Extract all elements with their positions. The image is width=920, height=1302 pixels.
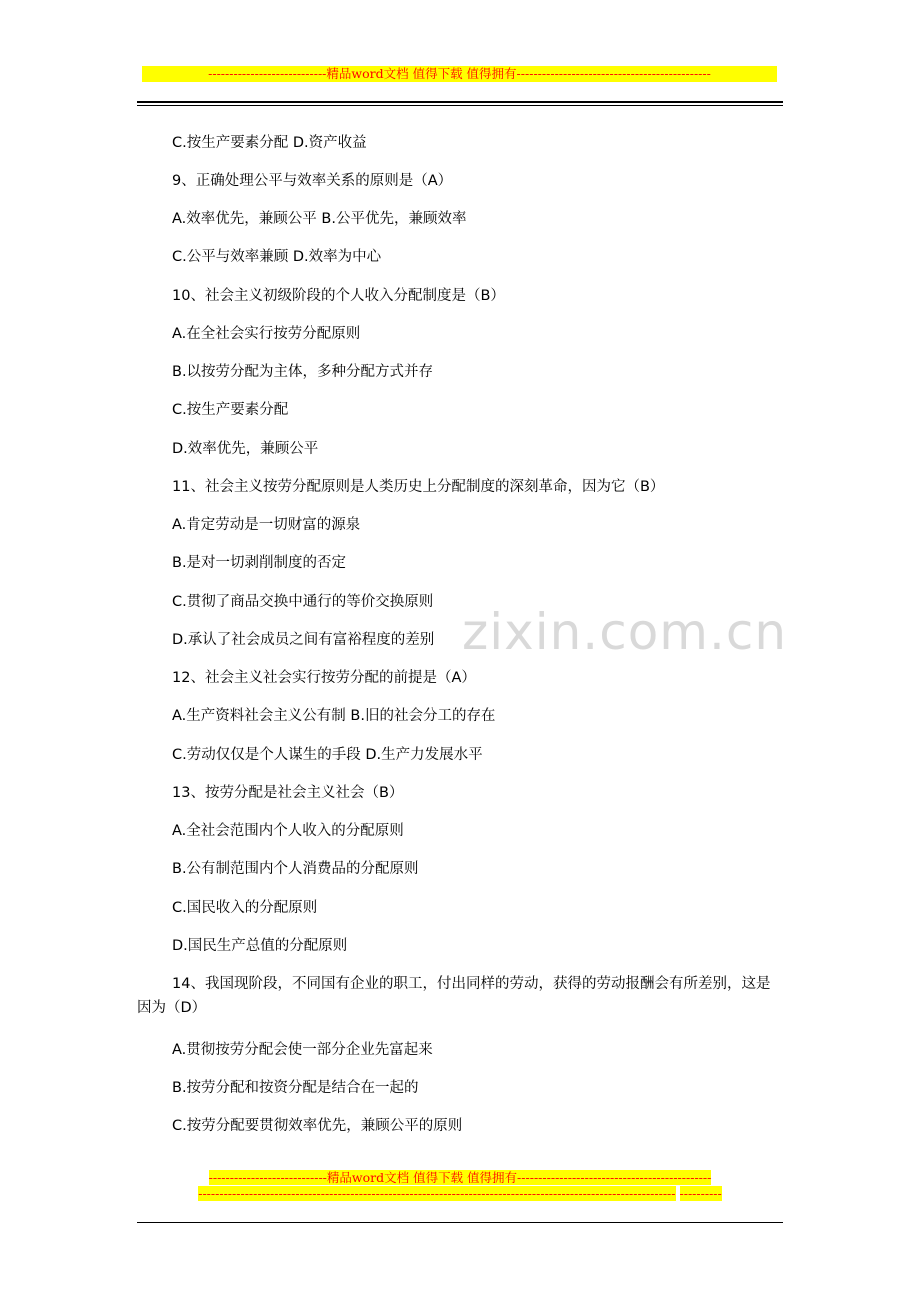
header-rule-thin [137,105,783,106]
option-line: A.生产资料社会主义公有制 B.旧的社会分工的存在 [172,708,496,724]
question-line: 13、按劳分配是社会主义社会（B） [172,785,404,801]
question-line: 9、正确处理公平与效率关系的原则是（A） [172,173,453,189]
header-banner: ----------------------------精品word文档 值得下载 值得拥有---------------------------------------------- [142,66,777,82]
text-line: C.按生产要素分配 D.资产收益 [172,135,367,151]
option-line: A.肯定劳动是一切财富的源泉 [172,517,361,533]
option-line: A.在全社会实行按劳分配原则 [172,326,361,342]
option-line: C.按劳分配要贯彻效率优先，兼顾公平的原则 [172,1118,463,1134]
option-line: C.公平与效率兼顾 D.效率为中心 [172,249,382,265]
question-line: 11、社会主义按劳分配原则是人类历史上分配制度的深刻革命，因为它（B） [172,479,665,495]
footer-rule [137,1222,783,1223]
option-line: B.以按劳分配为主体，多种分配方式并存 [172,364,434,380]
option-line: A.全社会范围内个人收入的分配原则 [172,823,404,839]
option-line: C.贯彻了商品交换中通行的等价交换原则 [172,594,434,610]
option-line: D.效率优先，兼顾公平 [172,441,319,457]
watermark: zixin.com.cn [462,603,788,661]
header-rule-thick [137,101,783,103]
option-line: B.是对一切剥削制度的否定 [172,555,347,571]
option-line: A.效率优先，兼顾公平 B.公平优先，兼顾效率 [172,211,467,227]
option-line: B.按劳分配和按资分配是结合在一起的 [172,1080,419,1096]
option-line: B.公有制范围内个人消费品的分配原则 [172,861,419,877]
footer-banner-line: ---------- [679,1186,722,1201]
question-line: 12、社会主义社会实行按劳分配的前提是（A） [172,670,476,686]
option-line: C.劳动仅仅是个人谋生的手段 D.生产力发展水平 [172,747,483,763]
question-paragraph: 14、我国现阶段，不同国有企业的职工，付出同样的劳动，获得的劳动报酬会有所差别，这是因为（D） [137,976,771,1016]
footer-banner [137,1170,783,1202]
footer-banner-line: ----------------------------精品word文档 值得下载 值得拥有---------------------------------------------- [208,1170,712,1185]
question-line: 10、社会主义初级阶段的个人收入分配制度是（B） [172,288,505,304]
option-line: C.按生产要素分配 [172,402,289,418]
option-line: D.国民生产总值的分配原则 [172,938,348,954]
option-line: A.贯彻按劳分配会使一部分企业先富起来 [172,1042,433,1058]
footer-banner-line: ----------------------------------------------------------------------------------------------------------------- [198,1186,676,1201]
option-line: C.国民收入的分配原则 [172,900,318,916]
option-line: D.承认了社会成员之间有富裕程度的差别 [172,632,435,648]
